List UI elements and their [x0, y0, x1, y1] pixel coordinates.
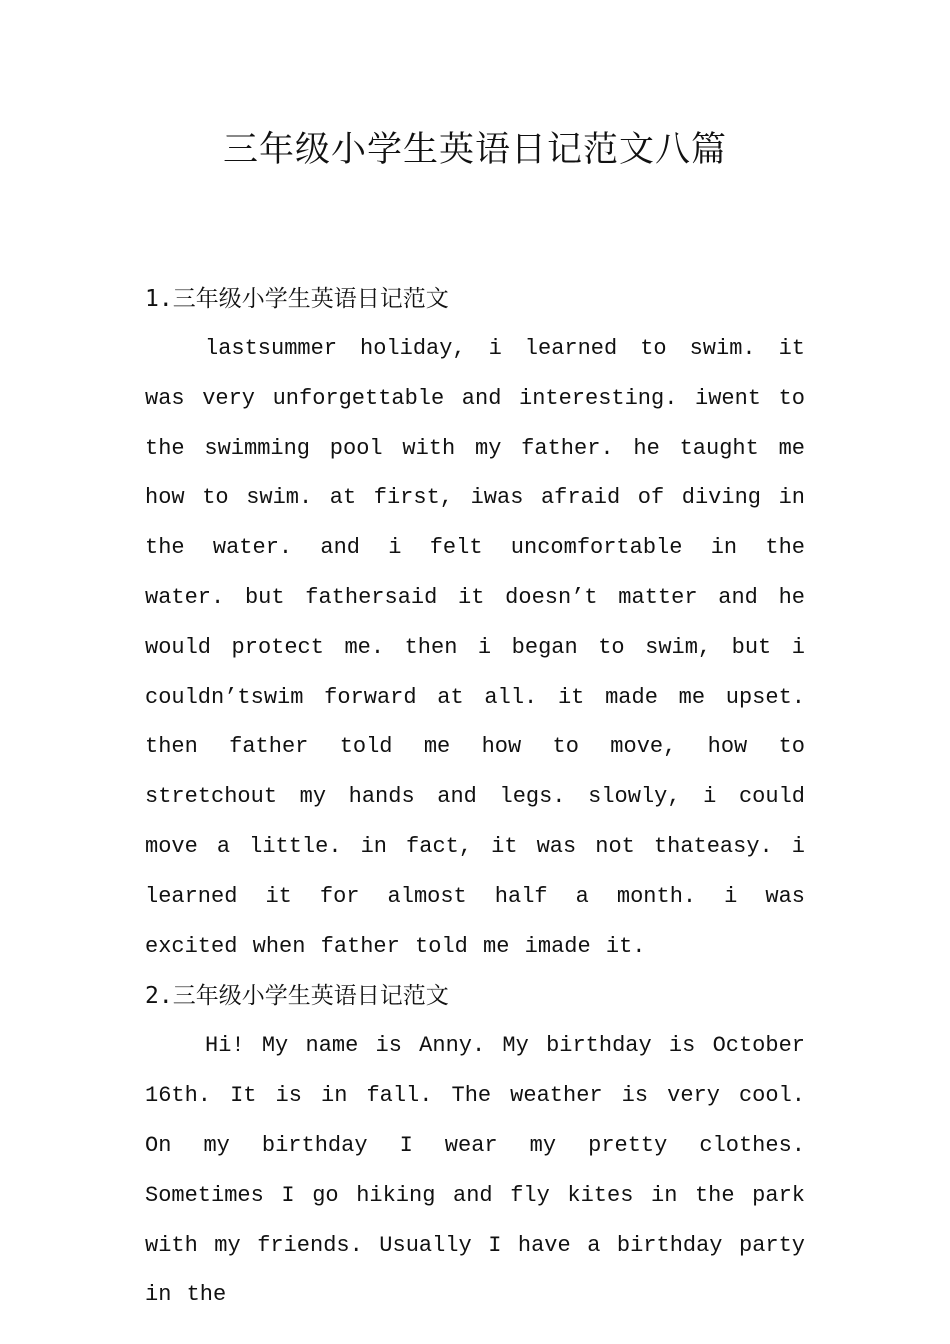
- document-title: 三年级小学生英语日记范文八篇: [222, 130, 727, 170]
- section-body: lastsummer holiday, i learned to swim. it was very unforgettable and interesting. iwent to the swimming pool with my father. he taught me how to swim. at first, iwas afraid of diving in the water. and i felt uncomfortable in the water. but fathersaid it doesn’t matter and he would protect me. then i began to swim, but i couldn’tswim forward at all. it made me upset. then father told me how to move, how to stretchout my hands and legs. slowly, i could move a little. in fact, it was not thateasy. i learned it for almost half a month. i was excited when father told me imade it.: [145, 336, 805, 959]
- section-body: Hi! My name is Anny. My birthday is October 16th. It is in fall. The weather is very cool. On my birthday I wear my pretty clothes. Sometimes I go hiking and fly kites in the park with my friends. Usually I have a birthday party in the: [145, 1033, 805, 1308]
- diary-section-2: [145, 971, 805, 1320]
- diary-section-1: [145, 274, 805, 971]
- section-heading: 2.三年级小学生英语日记范文: [145, 983, 449, 1010]
- section-heading: 1.三年级小学生英语日记范文: [145, 286, 449, 312]
- document-content: [145, 274, 805, 1320]
